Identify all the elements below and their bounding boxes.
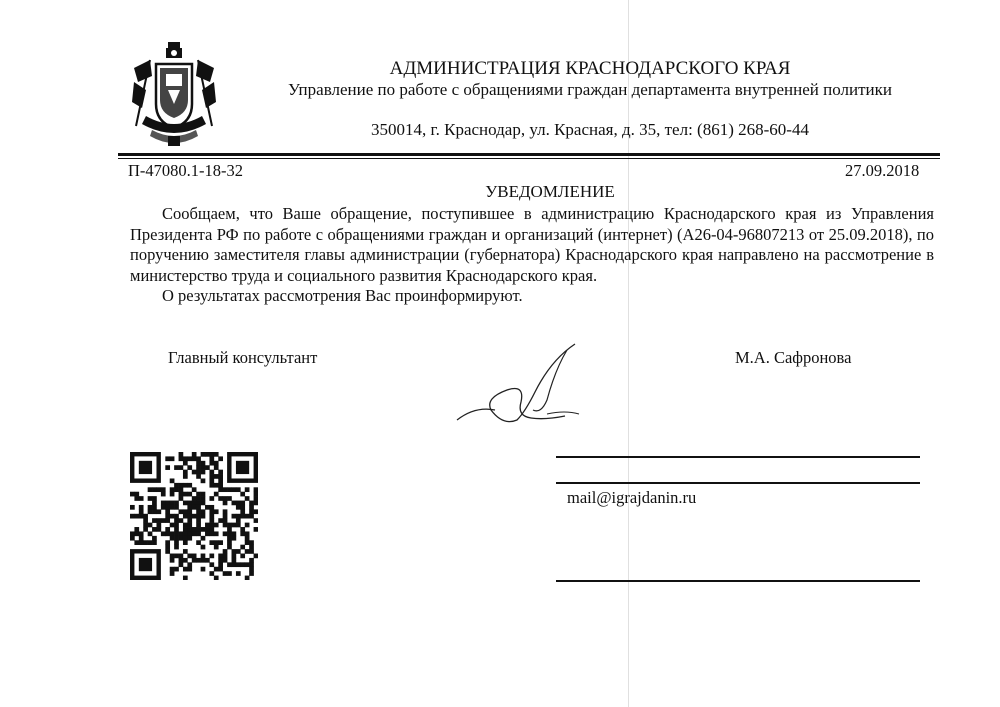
document-title: УВЕДОМЛЕНИЕ bbox=[485, 182, 615, 201]
body-paragraph: О результатах рассмотрения Вас проинформируют. bbox=[162, 286, 523, 306]
address-line bbox=[556, 482, 920, 484]
document-number: П-47080.1-18-32 bbox=[128, 161, 244, 180]
header-divider-thick bbox=[118, 153, 940, 156]
signatory-role: Главный консультант bbox=[168, 348, 318, 367]
handwritten-signature bbox=[455, 340, 595, 430]
document-date: 27.09.2018 bbox=[845, 161, 920, 180]
scan-artifact-line bbox=[628, 0, 629, 707]
organization-name: АДМИНИСТРАЦИЯ КРАСНОДАРСКОГО КРАЯ bbox=[389, 58, 791, 79]
department-name: Управление по работе с обращениями граждан департамента внутренней политики bbox=[288, 80, 892, 99]
document-body bbox=[130, 204, 934, 307]
body-paragraph: Сообщаем, что Ваше обращение, поступившее в администрацию Краснодарского края из Управления Президента РФ по работе с обращениями граждан и организаций (интернет) (А26-04-96807213 от 25.09.2018), по поручению заместителя главы администрации (губернатора) Краснодарского края направлено на рассмотрение в министерство труда и социального развития Краснодарского края. bbox=[130, 204, 934, 285]
address-line bbox=[556, 580, 920, 582]
signatory-name: М.А. Сафронова bbox=[735, 348, 852, 367]
recipient-email: mail@igrajdanin.ru bbox=[567, 488, 697, 507]
address-line bbox=[556, 456, 920, 458]
header-divider-thin bbox=[118, 158, 940, 159]
coat-of-arms-icon bbox=[128, 38, 220, 148]
organization-address: 350014, г. Краснодар, ул. Красная, д. 35, тел: (861) 268-60-44 bbox=[371, 120, 809, 139]
qr-code bbox=[130, 452, 258, 580]
